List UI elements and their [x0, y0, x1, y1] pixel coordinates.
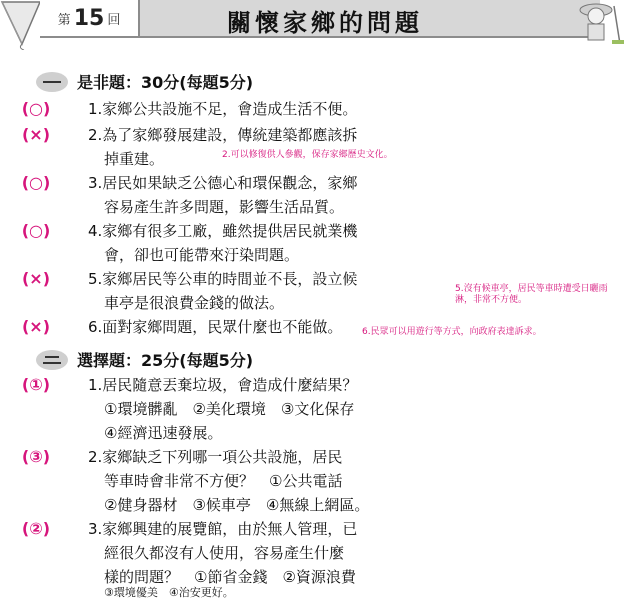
- answer-2: (×): [21, 125, 51, 144]
- note-6: 6.民眾可以用遊行等方式，向政府表達訴求。: [362, 327, 542, 337]
- tf-question-6: 6.面對家鄉問題，民眾什麼也不能做。: [88, 318, 343, 336]
- mc-question-2-options: ②健身器材 ③候車亭 ④無線上網區。: [104, 496, 370, 514]
- boy-illustration-icon: [560, 0, 640, 44]
- tf-question-3: 3.居民如果缺乏公德心和環保觀念，家鄉: [88, 174, 358, 192]
- tf-question-4-line2: 會，卻也可能帶來汙染問題。: [104, 246, 300, 264]
- mc-question-3-line4: ③環境優美 ④治安更好。: [104, 586, 234, 599]
- answer-3: (○): [21, 173, 51, 192]
- mc-question-1-options: ①環境髒亂 ②美化環境 ③文化保存: [104, 400, 355, 418]
- mc-question-1: 1.居民隨意丟棄垃圾，會造成什麼結果？: [88, 376, 358, 394]
- tf-question-1: 1.家鄉公共設施不足，會造成生活不便。: [88, 100, 358, 118]
- section-one-badge-icon: [35, 71, 69, 93]
- lesson-suffix: 回: [107, 12, 121, 28]
- mc-question-1-options2: ④經濟迅速發展。: [104, 424, 223, 442]
- section-two-badge-icon: [35, 349, 69, 371]
- answer-4: (○): [21, 221, 51, 240]
- answer-6: (×): [21, 317, 51, 336]
- section2-heading: [35, 348, 253, 371]
- note-2: 2.可以修復供人參觀，保存家鄉歷史文化。: [222, 150, 393, 160]
- lesson-prefix: 第: [57, 12, 71, 28]
- mc-question-2: 2.家鄉缺乏下列哪一項公共設施，居民: [88, 448, 343, 466]
- kite-icon: [0, 0, 42, 50]
- tf-question-3-line2: 容易產生許多問題，影響生活品質。: [104, 198, 345, 216]
- tf-question-5: 5.家鄉居民等公車的時間並不長，設立候: [88, 270, 358, 288]
- mc-question-2-line2: 等車時會非常不方便？ ①公共電話: [104, 472, 343, 490]
- section2-title: 選擇題：25分(每題5分): [77, 351, 254, 370]
- mc-question-3-line3: 樣的問題？ ①節省金錢 ②資源浪費: [104, 568, 356, 586]
- lesson-number: 15: [73, 5, 105, 31]
- mc-answer-2: (③): [21, 447, 51, 466]
- tf-question-2-line2: 掉重建。: [104, 150, 165, 168]
- note-5: 5.沒有候車亭，居民等車時遭受日曬雨淋，非常不方便。: [455, 284, 608, 305]
- mc-question-3-line2: 經很久都沒有人使用，容易產生什麼: [104, 544, 345, 562]
- mc-answer-3: (②): [21, 519, 51, 538]
- section1-heading: [35, 70, 253, 93]
- mc-answer-1: (①): [21, 375, 51, 394]
- tf-question-2: 2.為了家鄉發展建設，傳統建築都應該拆: [88, 126, 358, 144]
- section1-title: 是非題：30分(每題5分): [77, 73, 254, 92]
- tf-question-5-line2: 車亭是很浪費金錢的做法。: [104, 294, 285, 312]
- answer-5: (×): [21, 269, 51, 288]
- tf-question-4: 4.家鄉有很多工廠，雖然提供居民就業機: [88, 222, 358, 240]
- answer-1: (○): [21, 99, 51, 118]
- lesson-label: [40, 0, 140, 38]
- mc-question-3: 3.家鄉興建的展覽館，由於無人管理，已: [88, 520, 358, 538]
- page-title: 關懷家鄉的問題: [227, 8, 423, 37]
